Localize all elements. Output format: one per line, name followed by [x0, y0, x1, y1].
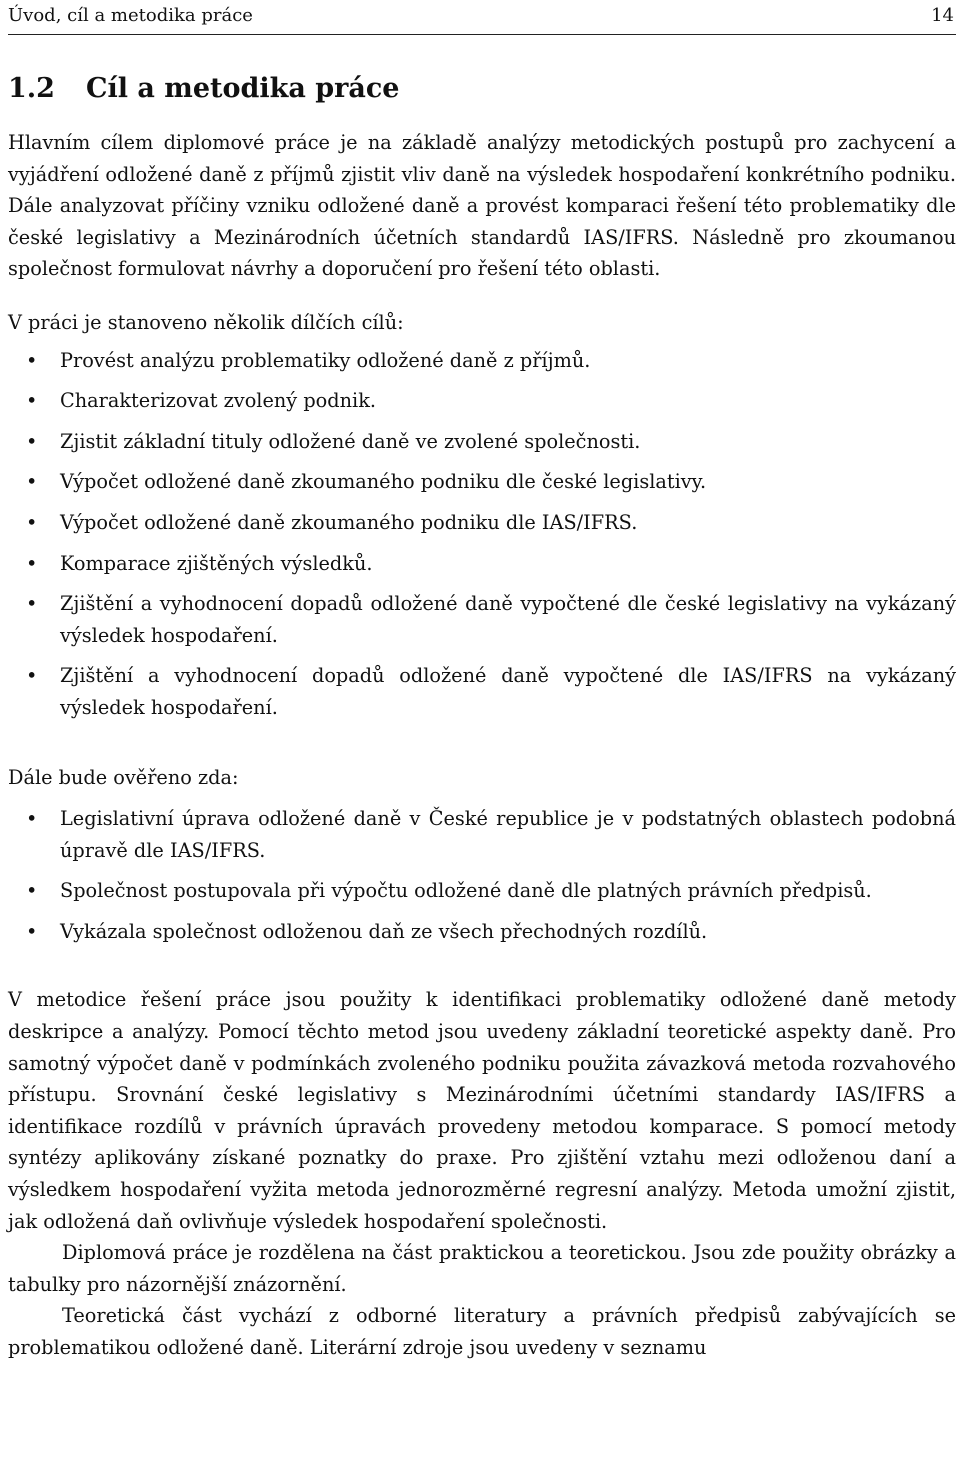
running-header [8, 0, 956, 35]
verification-list [8, 803, 956, 947]
list-item: • Zjistit základní tituly odložené daně ve zvolené společnosti. [8, 426, 956, 458]
list-item: • Výpočet odložené daně zkoumaného podniku dle IAS/IFRS. [8, 507, 956, 539]
section-number: 1.2 [8, 73, 55, 104]
section-heading [8, 71, 956, 107]
paragraph-goals-lead: V práci je stanoveno několik dílčích cílů: [8, 310, 404, 334]
list-item: • Vykázala společnost odloženou daň ze všech přechodných rozdílů. [8, 916, 956, 948]
list-item: • Charakterizovat zvolený podnik. [8, 385, 956, 417]
section-title: Cíl a metodika práce [86, 73, 400, 104]
list-item: • Legislativní úprava odložené daně v České republice je v podstatných oblastech podobná úpravě dle IAS/IFRS. [8, 803, 956, 866]
list-item: • Zjištění a vyhodnocení dopadů odložené daně vypočtené dle české legislativy na vykázaný výsledek hospodaření. [8, 588, 956, 651]
list-item: • Společnost postupovala při výpočtu odložené daně dle platných právních předpisů. [8, 875, 956, 907]
paragraph-intro: Hlavním cílem diplomové práce je na základě analýzy metodických postupů pro zachycení a vyjádření odložené daně z příjmů zjistit vliv daně na výsledek hospodaření konkrétního podniku. Dále analyzovat příčiny vzniku odložené daně a provést komparaci řešení této problematiky dle české legislativy a Mezinárodních účetních standardů IAS/IFRS. Následně pro zkoumanou společnost formulovat návrhy a doporučení pro řešení této oblasti. [8, 131, 956, 281]
list-item: • Komparace zjištěných výsledků. [8, 548, 956, 580]
paragraph-structure: Diplomová práce je rozdělena na část praktickou a teoretickou. Jsou zde použity obrázky a tabulky pro názornější znázornění. [8, 1241, 956, 1296]
goals-list [8, 345, 956, 724]
list-item: • Zjištění a vyhodnocení dopadů odložené daně vypočtené dle IAS/IFRS na vykázaný výsledek hospodaření. [8, 660, 956, 723]
running-header-title: Úvod, cíl a metodika práce [8, 5, 253, 26]
list-item: • Výpočet odložené daně zkoumaného podniku dle české legislativy. [8, 466, 956, 498]
paragraph-verify-lead: Dále bude ověřeno zda: [8, 765, 239, 789]
body-text [8, 127, 956, 1364]
list-item: • Provést analýzu problematiky odložené daně z příjmů. [8, 345, 956, 377]
document-page [8, 0, 956, 1364]
page-number: 14 [931, 5, 954, 26]
paragraph-theory: Teoretická část vychází z odborné literatury a právních předpisů zabývajících se problematikou odložené daně. Literární zdroje jsou uvedeny v seznamu [8, 1304, 956, 1359]
paragraph-methods: V metodice řešení práce jsou použity k identifikaci problematiky odložené daně metody deskripce a analýzy. Pomocí těchto metod jsou uvedeny základní teoretické aspekty daně. Pro samotný výpočet daně v podmínkách zvoleného podniku použita závazková metoda rozvahového přístupu. Srovnání české legislativy s Mezinárodními účetními standardy IAS/IFRS a identifikace rozdílů v právních úpravách provedeny metodou komparace. S pomocí metody syntézy aplikovány získané poznatky do praxe. Pro zjištění vztahu mezi odloženou daní a výsledkem hospodaření vyžita metoda jednorozměrné regresní analýzy. Metoda umožní zjistit, jak odložená daň ovlivňuje výsledek hospodaření společnosti. [8, 988, 956, 1233]
